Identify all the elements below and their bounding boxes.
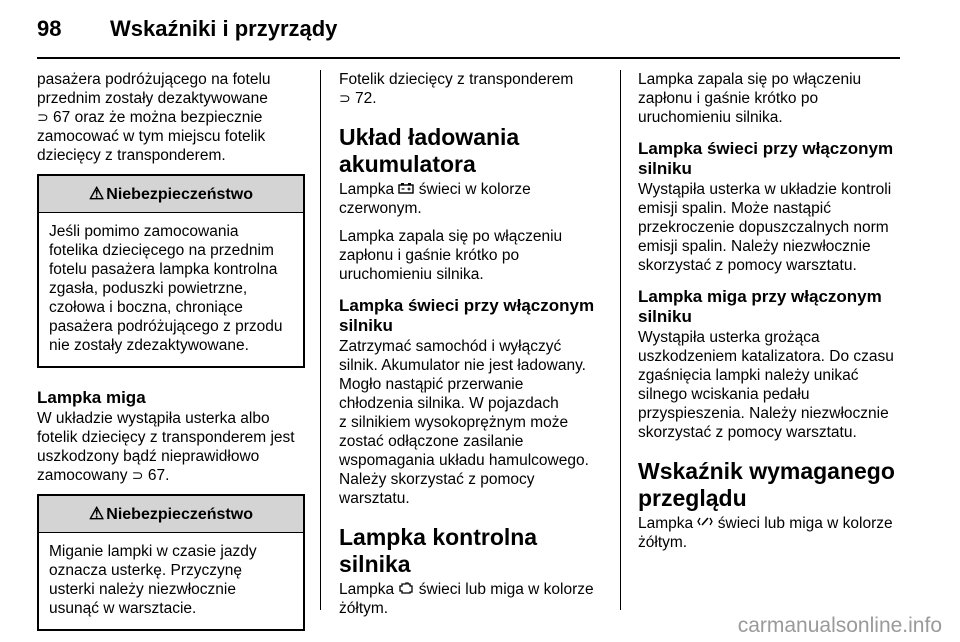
paragraph: W układzie wystąpiła usterka albo fotelik dziecięcy z transponderem jest uszkodzony bądź nieprawidłowo zamocowany ⊃ 67.	[37, 410, 295, 484]
paragraph: Lampka zapala się po włączeniu zapłonu i gaśnie krótko po uruchomieniu silnika.	[339, 228, 563, 283]
battery-icon	[398, 180, 414, 199]
warning-title: ⚠ Niebezpieczeństwo	[39, 176, 303, 213]
engine-icon	[398, 580, 414, 599]
section-heading: Wskaźnik wymaganego przeglądu	[638, 458, 895, 511]
warning-box	[37, 174, 305, 368]
column-divider	[620, 70, 621, 610]
reference-arrow-icon: ⊃	[339, 90, 351, 106]
reference-arrow-icon: ⊃	[131, 467, 144, 483]
warning-box	[37, 494, 305, 631]
warning-triangle-icon: ⚠	[89, 184, 105, 203]
warning-triangle-icon: ⚠	[89, 504, 105, 523]
intro-paragraph: pasażera podróżującego na fotelu przednim zostały dezaktywowane ⊃ 67 oraz że można bezpiecznie zamocować w tym miejscu fotelik dziecięcy z transponderem.	[37, 71, 271, 164]
service-wrench-icon	[697, 514, 713, 533]
section-heading: Lampka świeci przy włączonym silniku	[339, 296, 595, 335]
paragraph: Wystąpiła usterka w układzie kontroli emisji spalin. Może nastąpić przekroczenie dopuszczalnych norm emisji spalin. Należy niezwłocznie skorzystać z pomocy warsztatu.	[638, 181, 892, 274]
watermark: carmanualsonline.info	[737, 614, 942, 637]
paragraph: Lampka świeci w kolorze czerwonym.	[339, 181, 531, 217]
paragraph: Lampka świeci lub miga w kolorze żółtym.	[339, 581, 594, 617]
column-divider	[320, 70, 321, 610]
column-3	[638, 70, 906, 561]
reference-arrow-icon: ⊃	[37, 109, 49, 125]
paragraph: Wystąpiła usterka grożąca uszkodzeniem katalizatora. Do czasu zgaśnięcia lampki należy unikać silnego wciskania pedału przyspieszenia. Należy niezwłocznie skorzystać z pomocy warsztatu.	[638, 329, 894, 441]
section-heading: Lampka miga przy włączonym silniku	[638, 287, 882, 326]
column-1	[37, 70, 305, 641]
page-title: Wskaźniki i przyrządy	[110, 16, 338, 41]
page-number: 98	[37, 16, 62, 41]
warning-title: ⚠ Niebezpieczeństwo	[39, 496, 303, 533]
warning-text: Jeśli pomimo zamocowania fotelika dziecięcego na przednim fotelu pasażera lampka kontrolna zgasła, poduszki powietrzne, czołowa i boczna, chroniące pasażera podróżującego z przodu nie zostały zdezaktywowane.	[49, 223, 283, 354]
section-heading: Lampka świeci przy włączonym silniku	[638, 139, 894, 178]
column-2	[339, 70, 607, 627]
section-heading: Lampka miga	[37, 388, 146, 407]
section-heading: Lampka kontrolna silnika	[339, 524, 538, 577]
intro-paragraph: Fotelik dziecięcy z transponderem ⊃ 72.	[339, 71, 574, 107]
warning-text: Miganie lampki w czasie jazdy oznacza usterkę. Przyczynę usterki należy niezwłocznie usunąć w warsztacie.	[49, 543, 257, 617]
header-rule	[37, 57, 900, 59]
paragraph: Zatrzymać samochód i wyłączyć silnik. Akumulator nie jest ładowany. Mogło nastąpić przerwanie chłodzenia silnika. W pojazdach z silnikiem wysokoprężnym może zostać odłączone zasilanie wspomagania układu hamulcowego. Należy skorzystać z pomocy warsztatu.	[339, 338, 589, 507]
paragraph: Lampka świeci lub miga w kolorze żółtym.	[638, 515, 893, 551]
paragraph: Lampka zapala się po włączeniu zapłonu i gaśnie krótko po uruchomieniu silnika.	[638, 71, 862, 126]
section-heading: Układ ładowania akumulatora	[339, 124, 520, 177]
